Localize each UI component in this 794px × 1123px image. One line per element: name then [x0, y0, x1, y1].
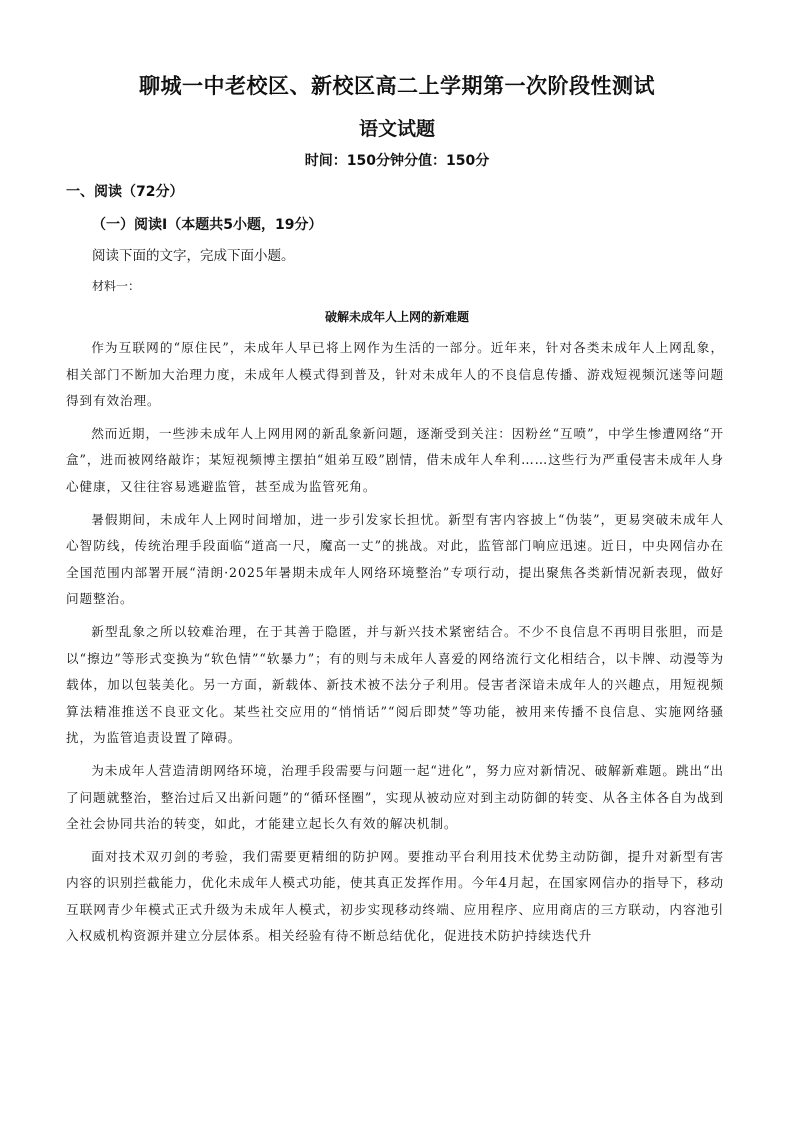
article-paragraph: 新型乱象之所以较难治理，在于其善于隐匿，并与新兴技术紧密结合。不少不良信息不再明目张胆，而是以“擦边”等形式变换为“软色情”“软暴力”；有的则与未成年人喜爱的网络流行文化相结合，以卡牌、动漫等为载体，加以包装美化。另一方面，新载体、新技术被不法分子利用。侵害者深谙未成年人的兴趣点，用短视频算法精准推送不良亚文化。某些社交应用的“悄悄话”“阅后即焚”等功能，被用来传播不良信息、实施网络骚扰，为监管追责设置了障碍。: [66, 623, 724, 746]
article-paragraph: 然而近期，一些涉未成年人上网用网的新乱象新问题，逐渐受到关注：因粉丝“互喷”，中学生惨遭网络“开盒”，进而被网络敲诈；某短视频博主摆拍“姐弟互殴”剧情，借未成年人牟利……这些行为严重侵害未成年人身心健康，又往往容易逃避监管，甚至成为监管死角。: [66, 425, 724, 494]
exam-title: 聊城一中老校区、新校区高二上学期第一次阶段性测试: [139, 74, 655, 98]
article-body: [66, 335, 724, 956]
section-heading: 一、阅读（72分）: [66, 184, 184, 200]
article-title: 破解未成年人上网的新难题: [324, 310, 469, 324]
article-paragraph: 面对技术双刃剑的考验，我们需要更精细的防护网。要推动平台利用技术优势主动防御，提升对新型有害内容的识别拦截能力，优化未成年人模式功能，使其真正发挥作用。今年4月起，在国家网信办的指导下，移动互联网青少年模式正式升级为未成年人模式，初步实现移动终端、应用程序、应用商店的三方联动，内容池引入权威机构资源并建立分层体系。相关经验有待不断总结优化，促进技术防护持续迭代升: [66, 848, 724, 944]
subject-title: 语文试题: [358, 118, 435, 140]
reading-instruction: 阅读下面的文字，完成下面小题。: [92, 248, 295, 264]
sub-section-heading: （一）阅读Ⅰ（本题共5小题，19分）: [92, 217, 323, 233]
article-paragraph: 为未成年人营造清朗网络环境，治理手段需要与问题一起“进化”，努力应对新情况、破解新难题。跳出“出了问题就整治，整治过后又出新问题”的“循环怪圈”，实现从被动应对到主动防御的转变、从各主体各自为战到全社会协同共治的转变，如此，才能建立起长久有效的解决机制。: [66, 762, 724, 832]
article-paragraph: 作为互联网的“原住民”，未成年人早已将上网作为生活的一部分。近年来，针对各类未成年人上网乱象，相关部门不断加大治理力度，未成年人模式得到普及，针对未成年人的不良信息传播、游戏短视频沉迷等问题得到有效治理。: [66, 340, 724, 409]
material-label: 材料一：: [92, 279, 141, 293]
time-score-line: 时间：150分钟分值：150分: [304, 153, 490, 169]
article-paragraph: 暑假期间，未成年人上网时间增加，进一步引发家长担忧。新型有害内容披上“伪装”，更易突破未成年人心智防线，传统治理手段面临“道高一尺，魔高一丈”的挑战。对此，监管部门响应迅速。近日，中央网信办在全国范围内部署开展“清朗·2025年暑期未成年人网络环境整治”专项行动，提出聚焦各类新情况新表现，做好问题整治。: [66, 511, 724, 607]
